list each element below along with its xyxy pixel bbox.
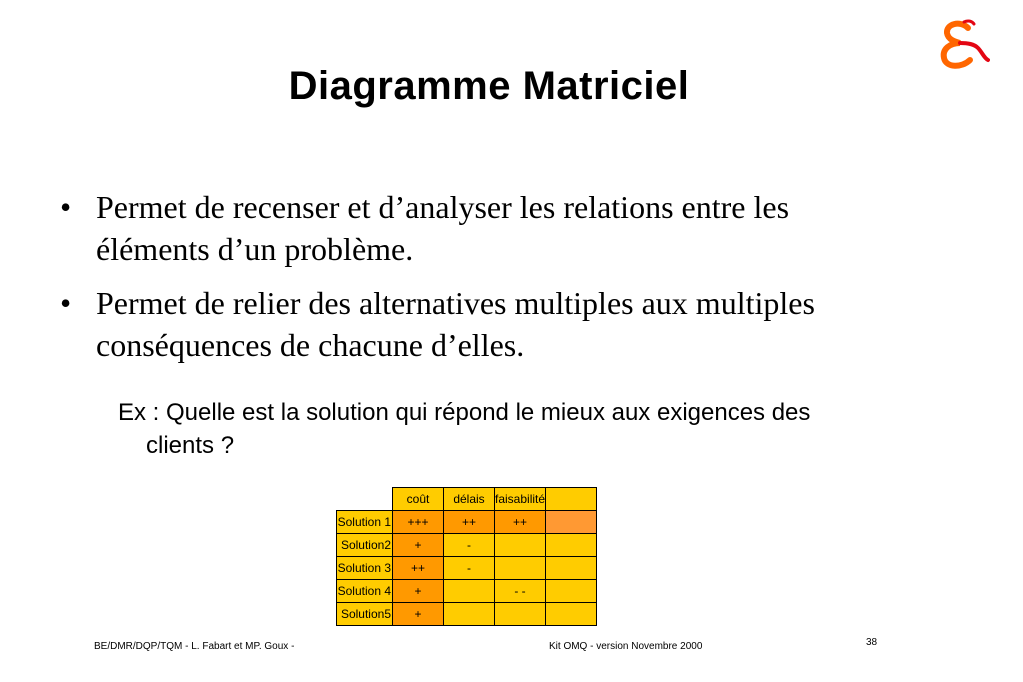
matrix-cell <box>546 557 597 580</box>
matrix-column-header <box>546 488 597 511</box>
matrix-cell <box>546 511 597 534</box>
matrix-cell <box>444 603 495 626</box>
matrix-column-header: délais <box>444 488 495 511</box>
matrix-cell <box>546 580 597 603</box>
matrix-row <box>337 603 597 626</box>
matrix-table <box>336 487 597 626</box>
matrix-row <box>337 580 597 603</box>
matrix-cell <box>495 557 546 580</box>
matrix-cell: + <box>393 603 444 626</box>
bullet-text: Permet de recenser et d’analyser les relations entre les éléments d’un problème. <box>96 189 790 267</box>
matrix-cell: + <box>393 534 444 557</box>
bullet-glyph: • <box>60 189 72 225</box>
matrix-cell: + <box>393 580 444 603</box>
matrix-row <box>337 557 597 580</box>
bullet-glyph: • <box>60 285 72 321</box>
matrix-diagram <box>336 487 597 626</box>
matrix-column-header: coût <box>393 488 444 511</box>
matrix-row-label: Solution 4 <box>337 580 393 603</box>
matrix-cell: ++ <box>444 511 495 534</box>
matrix-cell: - <box>444 534 495 557</box>
matrix-cell: ++ <box>495 511 546 534</box>
bullet-item <box>58 282 898 366</box>
matrix-row <box>337 511 597 534</box>
matrix-column-header: faisabilité <box>495 488 546 511</box>
matrix-corner <box>337 488 393 511</box>
matrix-cell <box>546 534 597 557</box>
bullet-item <box>58 186 898 270</box>
matrix-cell: ++ <box>393 557 444 580</box>
example-text: Ex : Quelle est la solution qui répond le mieux aux exigences des clients ? <box>118 399 811 459</box>
matrix-row-label: Solution5 <box>337 603 393 626</box>
bullet-text: Permet de relier des alternatives multiples aux multiples conséquences de chacune d’elles. <box>96 285 815 363</box>
matrix-header-row <box>337 488 597 511</box>
matrix-cell: - - <box>495 580 546 603</box>
matrix-cell <box>495 534 546 557</box>
matrix-cell: - <box>444 557 495 580</box>
footer-version: Kit OMQ - version Novembre 2000 <box>549 641 703 652</box>
matrix-cell <box>444 580 495 603</box>
matrix-cell <box>546 603 597 626</box>
matrix-cell <box>495 603 546 626</box>
page-number: 38 <box>866 637 878 648</box>
matrix-cell: +++ <box>393 511 444 534</box>
footer-author: BE/DMR/DQP/TQM - L. Fabart et MP. Goux - <box>94 641 295 652</box>
matrix-row <box>337 534 597 557</box>
bullet-list <box>58 186 898 378</box>
slide-title: Diagramme Matriciel <box>288 64 690 108</box>
matrix-row-label: Solution 1 <box>337 511 393 534</box>
matrix-row-label: Solution 3 <box>337 557 393 580</box>
matrix-row-label: Solution2 <box>337 534 393 557</box>
